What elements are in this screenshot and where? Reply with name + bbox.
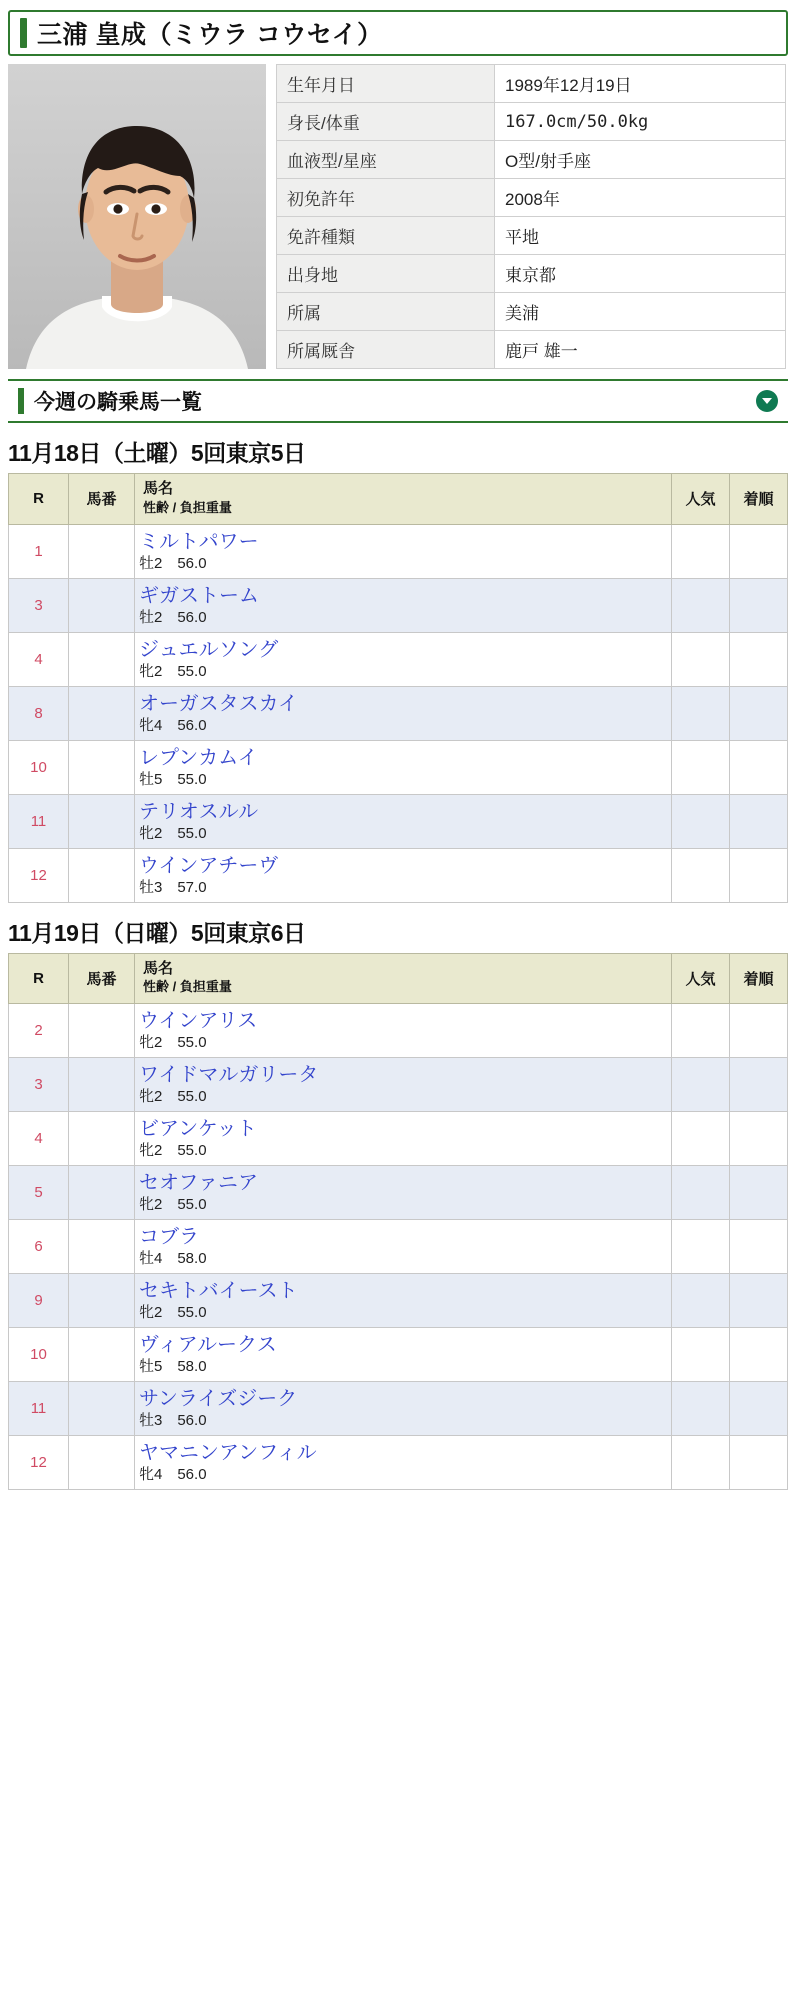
profile-label-stable: 所属厩舎 (277, 331, 495, 369)
cell-race: 4 (9, 1112, 69, 1166)
cell-horse-number (69, 1436, 135, 1490)
cell-horse[interactable] (135, 524, 672, 578)
section-title: 今週の騎乗馬一覧 (34, 391, 202, 414)
column-header-horse (135, 474, 672, 525)
cell-horse-number (69, 1274, 135, 1328)
cell-horse[interactable] (135, 1436, 672, 1490)
jockey-photo (8, 64, 266, 369)
cell-popularity (672, 632, 730, 686)
section-accent-bar (18, 388, 24, 414)
cell-race: 5 (9, 1166, 69, 1220)
page-title: 三浦 皇成（ミウラ コウセイ） (37, 21, 383, 49)
horse-name-link[interactable]: セオファニア (139, 1172, 258, 1194)
cell-finish-order (730, 740, 788, 794)
cell-popularity (672, 794, 730, 848)
cell-horse-number (69, 1382, 135, 1436)
table-row[interactable] (9, 632, 788, 686)
column-header-horse-sub: 性齢 / 負担重量 (143, 979, 232, 995)
cell-race: 11 (9, 1382, 69, 1436)
horse-sex-age-weight: 牝2 55.0 (139, 824, 207, 842)
cell-popularity (672, 1328, 730, 1382)
cell-race: 12 (9, 1436, 69, 1490)
cell-horse[interactable] (135, 1382, 672, 1436)
column-header-finish-order: 着順 (730, 474, 788, 525)
horse-name-link[interactable]: ギガストーム (139, 584, 259, 607)
jockey-portrait-image (8, 64, 266, 369)
cell-finish-order (730, 524, 788, 578)
profile-value-blood-zodiac: O型/射手座 (495, 141, 786, 179)
table-header-row (9, 953, 788, 1004)
cell-race: 10 (9, 740, 69, 794)
horse-sex-age-weight: 牝4 56.0 (139, 716, 207, 734)
horse-name-link[interactable]: ビアンケット (139, 1118, 257, 1140)
profile-value-first-license-year: 2008年 (495, 179, 786, 217)
profile-value-birthdate: 1989年12月19日 (495, 65, 786, 103)
profile-value-birthplace: 東京都 (495, 255, 786, 293)
cell-horse[interactable] (135, 686, 672, 740)
profile-value-license-type: 平地 (495, 217, 786, 255)
cell-race: 3 (9, 1058, 69, 1112)
profile-label-license-type: 免許種類 (277, 217, 495, 255)
table-row (277, 255, 786, 293)
cell-popularity (672, 1166, 730, 1220)
cell-horse[interactable] (135, 740, 672, 794)
profile-section (8, 64, 788, 369)
horse-name-link[interactable]: ヤマニンアンフィル (139, 1442, 317, 1464)
day-title: 11月19日（日曜）5回東京6日 (8, 919, 306, 946)
column-header-horse-main: 馬名 (143, 959, 174, 977)
cell-popularity (672, 1436, 730, 1490)
cell-horse-number (69, 848, 135, 902)
cell-horse-number (69, 632, 135, 686)
cell-finish-order (730, 686, 788, 740)
cell-horse-number (69, 524, 135, 578)
cell-horse[interactable] (135, 1328, 672, 1382)
rides-table (8, 473, 788, 903)
cell-race: 9 (9, 1274, 69, 1328)
horse-name-link[interactable]: コブラ (139, 1226, 199, 1248)
cell-horse[interactable] (135, 1220, 672, 1274)
title-accent-bar (20, 18, 27, 48)
column-header-horse-sub: 性齢 / 負担重量 (143, 499, 232, 515)
cell-horse[interactable] (135, 794, 672, 848)
profile-table (276, 64, 786, 369)
horse-sex-age-weight: 牡2 56.0 (139, 554, 207, 572)
column-header-race: R (9, 474, 69, 525)
table-row[interactable] (9, 740, 788, 794)
cell-horse-number (69, 794, 135, 848)
cell-popularity (672, 1112, 730, 1166)
cell-horse[interactable] (135, 1166, 672, 1220)
cell-finish-order (730, 1166, 788, 1220)
cell-horse-number (69, 1220, 135, 1274)
table-row[interactable] (9, 1058, 788, 1112)
cell-finish-order (730, 1220, 788, 1274)
table-row[interactable] (9, 1436, 788, 1490)
cell-finish-order (730, 1382, 788, 1436)
cell-popularity (672, 524, 730, 578)
cell-finish-order (730, 578, 788, 632)
profile-label-birthdate: 生年月日 (277, 65, 495, 103)
horse-name-link[interactable]: ウインアチーヴ (139, 854, 279, 877)
cell-horse[interactable] (135, 632, 672, 686)
horse-sex-age-weight: 牝2 55.0 (139, 1088, 207, 1105)
horse-sex-age-weight: 牝2 55.0 (139, 1196, 207, 1213)
cell-horse-number (69, 1328, 135, 1382)
cell-race: 3 (9, 578, 69, 632)
profile-label-birthplace: 出身地 (277, 255, 495, 293)
cell-popularity (672, 1004, 730, 1058)
table-row[interactable] (9, 848, 788, 902)
column-header-finish-order: 着順 (730, 953, 788, 1004)
table-row[interactable] (9, 794, 788, 848)
table-row (277, 293, 786, 331)
horse-name-link[interactable]: ジュエルソング (139, 638, 279, 661)
cell-finish-order (730, 1112, 788, 1166)
table-row[interactable] (9, 1382, 788, 1436)
cell-horse-number (69, 1112, 135, 1166)
table-row[interactable] (9, 524, 788, 578)
rides-table (8, 953, 788, 1491)
horse-name-link[interactable]: テリオスルル (139, 800, 259, 823)
profile-value-height-weight: 167.0cm/50.0kg (495, 103, 786, 141)
column-header-horse-number: 馬番 (69, 953, 135, 1004)
column-header-popularity: 人気 (672, 953, 730, 1004)
horse-sex-age-weight: 牝2 55.0 (139, 1034, 207, 1051)
horse-sex-age-weight: 牝2 55.0 (139, 1142, 207, 1159)
cell-race: 8 (9, 686, 69, 740)
cell-popularity (672, 1274, 730, 1328)
table-row[interactable] (9, 686, 788, 740)
horse-sex-age-weight: 牡2 56.0 (139, 608, 207, 626)
table-row[interactable] (9, 1328, 788, 1382)
horse-sex-age-weight: 牡5 58.0 (139, 1358, 207, 1375)
cell-horse-number (69, 578, 135, 632)
cell-finish-order (730, 632, 788, 686)
cell-popularity (672, 1382, 730, 1436)
column-header-race: R (9, 953, 69, 1004)
profile-value-affiliation: 美浦 (495, 293, 786, 331)
cell-horse[interactable] (135, 1058, 672, 1112)
horse-sex-age-weight: 牡5 55.0 (139, 770, 207, 788)
table-row (277, 103, 786, 141)
profile-value-stable: 鹿戸 雄一 (495, 331, 786, 369)
table-header-row (9, 474, 788, 525)
table-row (277, 217, 786, 255)
cell-popularity (672, 1058, 730, 1112)
table-row (277, 65, 786, 103)
horse-name-link[interactable]: ヴィアルークス (139, 1334, 277, 1356)
horse-name-link[interactable]: セキトバイースト (139, 1280, 298, 1302)
horse-name-link[interactable]: ワイドマルガリータ (139, 1064, 319, 1086)
jockey-profile-page (0, 10, 796, 1490)
horse-name-link[interactable]: ミルトパワー (139, 530, 259, 553)
table-row[interactable] (9, 578, 788, 632)
cell-popularity (672, 848, 730, 902)
table-row[interactable] (9, 1166, 788, 1220)
chevron-down-icon[interactable] (756, 390, 778, 412)
table-row[interactable] (9, 1004, 788, 1058)
horse-sex-age-weight: 牡4 58.0 (139, 1250, 207, 1267)
cell-finish-order (730, 1436, 788, 1490)
profile-label-first-license-year: 初免許年 (277, 179, 495, 217)
cell-horse[interactable] (135, 848, 672, 902)
table-row[interactable] (9, 1274, 788, 1328)
cell-finish-order (730, 1274, 788, 1328)
profile-label-blood-zodiac: 血液型/星座 (277, 141, 495, 179)
day-block-2 (8, 915, 788, 1491)
table-row[interactable] (9, 1112, 788, 1166)
profile-label-affiliation: 所属 (277, 293, 495, 331)
horse-sex-age-weight: 牝2 55.0 (139, 1304, 207, 1321)
cell-popularity (672, 1220, 730, 1274)
cell-race: 2 (9, 1004, 69, 1058)
cell-finish-order (730, 848, 788, 902)
table-row (277, 141, 786, 179)
cell-horse-number (69, 686, 135, 740)
cell-race: 10 (9, 1328, 69, 1382)
day-block-1 (8, 435, 788, 903)
cell-popularity (672, 578, 730, 632)
table-row (277, 331, 786, 369)
weekly-rides-section-header[interactable] (8, 379, 788, 423)
column-header-horse-number: 馬番 (69, 474, 135, 525)
table-row (277, 179, 786, 217)
cell-race: 11 (9, 794, 69, 848)
table-row[interactable] (9, 1220, 788, 1274)
cell-finish-order (730, 1004, 788, 1058)
horse-name-link[interactable]: オーガスタスカイ (139, 692, 298, 715)
cell-race: 6 (9, 1220, 69, 1274)
cell-horse[interactable] (135, 578, 672, 632)
cell-race: 12 (9, 848, 69, 902)
cell-horse-number (69, 1058, 135, 1112)
cell-horse-number (69, 1166, 135, 1220)
horse-name-link[interactable]: レプンカムイ (139, 746, 258, 769)
column-header-popularity: 人気 (672, 474, 730, 525)
cell-horse[interactable] (135, 1112, 672, 1166)
cell-popularity (672, 686, 730, 740)
cell-finish-order (730, 794, 788, 848)
horse-sex-age-weight: 牡3 57.0 (139, 878, 207, 896)
horse-sex-age-weight: 牝4 56.0 (139, 1466, 207, 1483)
horse-name-link[interactable]: サンライズジーク (139, 1388, 298, 1410)
horse-sex-age-weight: 牝2 55.0 (139, 662, 207, 680)
cell-popularity (672, 740, 730, 794)
cell-horse-number (69, 740, 135, 794)
cell-race: 4 (9, 632, 69, 686)
cell-finish-order (730, 1058, 788, 1112)
day-title: 11月18日（土曜）5回東京5日 (8, 440, 306, 466)
cell-horse[interactable] (135, 1274, 672, 1328)
cell-horse[interactable] (135, 1004, 672, 1058)
cell-finish-order (730, 1328, 788, 1382)
page-title-bar (8, 10, 788, 56)
horse-name-link[interactable]: ウインアリス (139, 1010, 258, 1032)
horse-sex-age-weight: 牡3 56.0 (139, 1412, 207, 1429)
column-header-horse-main: 馬名 (143, 480, 174, 497)
cell-race: 1 (9, 524, 69, 578)
profile-label-height-weight: 身長/体重 (277, 103, 495, 141)
cell-horse-number (69, 1004, 135, 1058)
column-header-horse (135, 953, 672, 1004)
